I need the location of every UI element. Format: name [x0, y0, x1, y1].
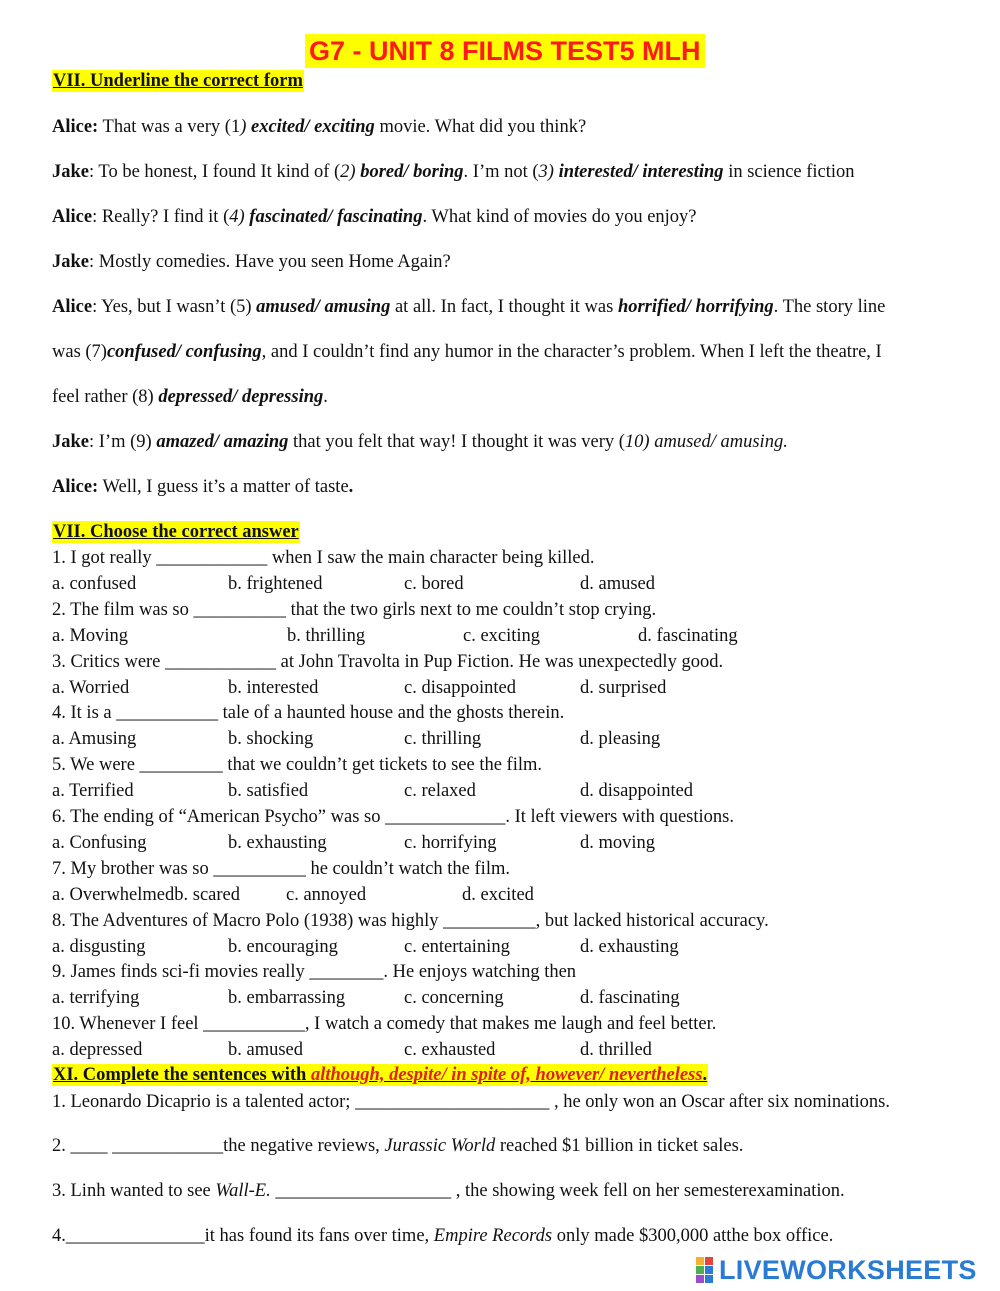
- liveworksheets-logo-icon: [696, 1257, 713, 1283]
- question-3-option-a[interactable]: a. Worried: [52, 677, 130, 698]
- question-8-option-b[interactable]: b. encouraging: [228, 936, 338, 957]
- question-5: 5. We were _________ that we couldn’t get tickets to see the film.: [52, 755, 543, 776]
- answer-1-choice[interactable]: excited/ exciting: [251, 117, 375, 137]
- answer-7-choice[interactable]: confused/ confusing: [106, 342, 262, 362]
- question-4-option-c[interactable]: c. thrilling: [404, 729, 482, 750]
- question-3: 3. Critics were ____________ at John Travolta in Pup Fiction. He was unexpectedly good.: [52, 651, 724, 672]
- question-5-option-c[interactable]: c. relaxed: [404, 781, 476, 802]
- question-7-option-b[interactable]: c. annoyed: [286, 884, 367, 905]
- dialogue-line-6: was (7)confused/ confusing, and I couldn’t find any humor in the character’s problem. When I left the theatre, I: [52, 342, 882, 362]
- question-2-option-d[interactable]: d. fascinating: [638, 625, 738, 646]
- complete-sentence-1[interactable]: 1. Leonardo Dicaprio is a talented actor; _____________________ , he only won an Oscar after six nominations.: [52, 1092, 890, 1112]
- question-6-option-b[interactable]: b. exhausting: [228, 833, 327, 853]
- question-9-option-a[interactable]: a. terrifying: [52, 988, 140, 1009]
- question-9: 9. James finds sci-fi movies really ________. He enjoys watching then: [52, 962, 577, 983]
- question-7-option-c[interactable]: d. excited: [462, 884, 534, 905]
- question-9-option-b[interactable]: b. embarrassing: [228, 988, 346, 1009]
- answer-2-choice[interactable]: bored/ boring: [360, 162, 464, 182]
- question-2-option-a[interactable]: a. Moving: [52, 625, 129, 646]
- question-9-option-c[interactable]: c. concerning: [404, 988, 504, 1009]
- question-8-option-a[interactable]: a. disgusting: [52, 936, 146, 957]
- question-9-option-d[interactable]: d. fascinating: [580, 988, 680, 1009]
- question-5-option-a[interactable]: a. Terrified: [52, 781, 134, 802]
- dialogue-line-4: Jake: Mostly comedies. Have you seen Home Again?: [52, 252, 451, 272]
- question-1-option-a[interactable]: a. confused: [52, 574, 137, 594]
- question-7-option-a[interactable]: a. Overwhelmedb. scared: [52, 884, 240, 905]
- answer-10-choice[interactable]: 10) amused/ amusing.: [624, 432, 788, 452]
- question-8: 8. The Adventures of Macro Polo (1938) was highly __________, but lacked historical accuracy.: [52, 910, 769, 931]
- question-3-option-b[interactable]: b. interested: [228, 677, 319, 698]
- question-5-option-b[interactable]: b. satisfied: [228, 781, 309, 802]
- answer-6-choice[interactable]: horrified/ horrifying: [617, 297, 774, 317]
- question-4-option-d[interactable]: d. pleasing: [580, 729, 661, 750]
- question-2-option-c[interactable]: c. exciting: [463, 625, 541, 646]
- answer-9-choice[interactable]: amazed/ amazing: [156, 432, 289, 452]
- question-10-option-a[interactable]: a. depressed: [52, 1040, 143, 1061]
- question-2: 2. The film was so __________ that the two girls next to me couldn’t stop crying.: [52, 599, 657, 620]
- question-1: 1. I got really ____________ when I saw the main character being killed.: [52, 548, 595, 568]
- dialogue-line-9: Alice: Well, I guess it’s a matter of taste.: [52, 477, 354, 497]
- dialogue-line-7: feel rather (8) depressed/ depressing.: [52, 387, 328, 407]
- dialogue-line-3: Alice: Really? I find it (4) fascinated/ fascinating. What kind of movies do you enjoy?: [52, 207, 697, 227]
- question-6-option-d[interactable]: d. moving: [580, 833, 656, 853]
- complete-sentence-3[interactable]: 3. Linh wanted to see Wall-E. ___________________ , the showing week fell on her semesterexamination.: [52, 1181, 845, 1201]
- question-3-option-c[interactable]: c. disappointed: [404, 677, 517, 698]
- answer-8-choice[interactable]: depressed/ depressing: [158, 387, 324, 407]
- dialogue-line-5: Alice: Yes, but I wasn’t (5) amused/ amusing at all. In fact, I thought it was horrified/ horrifying. The story line: [52, 297, 886, 317]
- dialogue-line-8: Jake: I’m (9) amazed/ amazing that you felt that way! I thought it was very (10) amused/ amusing.: [52, 432, 788, 452]
- question-7: 7. My brother was so __________ he couldn’t watch the film.: [52, 858, 510, 879]
- dialogue-line-2: Jake: To be honest, I found It kind of (2) bored/ boring. I’m not (3) interested/ interesting in science fiction: [52, 162, 855, 182]
- question-6-option-a[interactable]: a. Confusing: [52, 833, 147, 853]
- question-3-option-d[interactable]: d. surprised: [580, 677, 667, 698]
- question-8-option-d[interactable]: d. exhausting: [580, 936, 679, 957]
- section3-heading: XI. Complete the sentences with although, despite/ in spite of, however/ nevertheless.: [53, 1065, 708, 1085]
- question-10-option-c[interactable]: c. exhausted: [404, 1040, 496, 1061]
- question-10-option-b[interactable]: b. amused: [228, 1040, 304, 1061]
- section2-heading: VII. Choose the correct answer: [53, 522, 299, 542]
- answer-5-choice[interactable]: amused/ amusing: [256, 297, 391, 317]
- question-1-option-c[interactable]: c. bored: [404, 574, 464, 594]
- question-10: 10. Whenever I feel ___________, I watch a comedy that makes me laugh and feel better.: [52, 1014, 717, 1035]
- question-4-option-a[interactable]: a. Amusing: [52, 729, 137, 750]
- dialogue-line-1: Alice: That was a very (1) excited/ exciting movie. What did you think?: [52, 117, 587, 137]
- question-10-option-d[interactable]: d. thrilled: [580, 1040, 652, 1061]
- page-title: G7 - UNIT 8 FILMS TEST5 MLH: [305, 34, 705, 68]
- complete-sentence-4[interactable]: 4._______________it has found its fans over time, Empire Records only made $300,000 atthe box office.: [52, 1226, 834, 1246]
- question-1-option-d[interactable]: d. amused: [580, 574, 656, 594]
- question-1-option-b[interactable]: b. frightened: [228, 574, 323, 594]
- logo-text: LIVEWORKSHEETS: [719, 1254, 977, 1285]
- answer-3-choice[interactable]: interested/ interesting: [558, 162, 724, 182]
- section1-heading: VII. Underline the correct form: [53, 71, 303, 91]
- question-5-option-d[interactable]: d. disappointed: [580, 781, 694, 802]
- question-6-option-c[interactable]: c. horrifying: [404, 833, 497, 853]
- complete-sentence-2[interactable]: 2. ____ ____________the negative reviews, Jurassic World reached $1 billion in ticket sales.: [52, 1136, 744, 1156]
- question-4: 4. It is a ___________ tale of a haunted house and the ghosts therein.: [52, 703, 565, 724]
- question-2-option-b[interactable]: b. thrilling: [287, 625, 366, 646]
- answer-4-choice[interactable]: fascinated/ fascinating: [249, 207, 423, 227]
- liveworksheets-logo: [696, 1255, 977, 1285]
- question-4-option-b[interactable]: b. shocking: [228, 729, 314, 750]
- question-6: 6. The ending of “American Psycho” was so _____________. It left viewers with questions.: [52, 807, 734, 827]
- question-8-option-c[interactable]: c. entertaining: [404, 936, 510, 957]
